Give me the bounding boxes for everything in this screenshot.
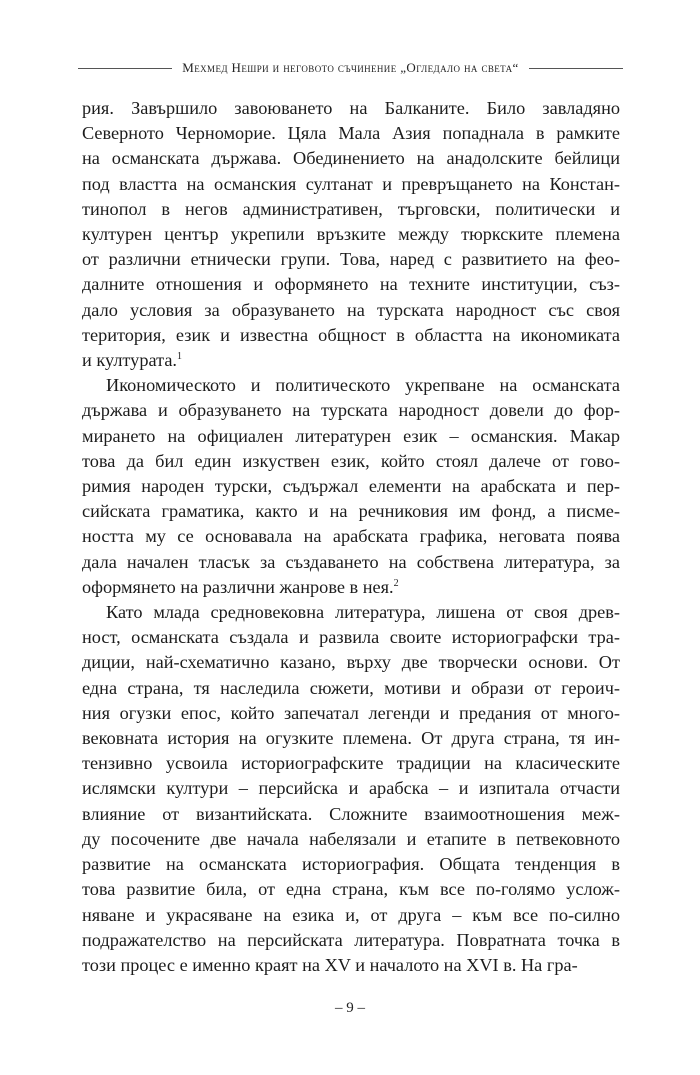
paragraph — [82, 96, 620, 373]
paragraph — [82, 373, 620, 600]
header-rule-right — [529, 68, 623, 69]
text-line: влияние от византийската. Сложните взаимоотношения меж- — [82, 803, 620, 824]
running-head-title: Мехмед Нешри и неговото съчинение „Огледало на света“ — [182, 60, 519, 75]
text-line: развитие на османската историография. Общата тенденция в — [82, 854, 620, 875]
text-line: ността му се основавала на арабската графика, неговата поява — [82, 526, 620, 547]
page-number: – 9 – — [335, 1000, 365, 1016]
text-line: тензивно усвоила историографските традиции на класическите — [82, 753, 620, 774]
text-line: държава и образуването на турската народност довели до фор- — [82, 400, 620, 421]
text-line: римия народен турски, съдържал елементи на арабската и пер- — [82, 476, 620, 497]
text-line: мирането на официален литературен език – османския. Макар — [82, 425, 620, 446]
text-line: на османската държава. Обединението на анадолските бейлици — [82, 148, 620, 169]
text-line: под властта на османския султанат и превръщането на Констан- — [82, 173, 620, 194]
text-line: територия, език и известна общност в областта на икономиката — [82, 324, 620, 345]
text-line: дало условия за образуването на турската народност със своя — [82, 299, 620, 320]
text-line: ду посочените две начала набелязали и етапите в петвековното — [82, 828, 620, 849]
footnote-marker[interactable]: 1 — [177, 350, 183, 362]
text-line: Като млада средновековна литература, лишена от своя древ- — [106, 602, 620, 623]
running-head — [78, 60, 623, 76]
text-line: културен център укрепили връзките между тюркските племена — [82, 224, 620, 245]
text-line: оформянето на различни жанрове в нея.$^2$ — [82, 576, 399, 597]
header-rule-left — [78, 68, 172, 69]
paragraph — [82, 600, 620, 978]
text-line: рия. Завършило завоюването на Балканите. Било завладяно — [82, 98, 620, 118]
text-line: и културата.$^1$ — [82, 350, 183, 371]
text-line: това развитие била, от една страна, към все по-голямо услож- — [82, 879, 620, 900]
text-line: подражателство на персийската литература. Повратната точка в — [82, 929, 620, 950]
text-line: дала начален тласък за създаването на собствена литература, за — [82, 551, 620, 572]
text-line: ислямски култури – персийска и арабска – и изпитала отчасти — [82, 778, 620, 799]
text-line: тинопол в негов административен, търговски, политически и — [82, 198, 620, 219]
text-line: от различни етнически групи. Това, наред с развитието на фео- — [82, 249, 620, 270]
text-line: Северното Черноморие. Цяла Мала Азия попаднала в рамките — [82, 123, 620, 144]
text-line: вековната история на огузките племена. От друга страна, тя ин- — [82, 728, 620, 749]
text-line: диции, най-схематично казано, върху две творчески основи. От — [82, 652, 620, 673]
text-line: това да бил един изкуствен език, който стоял далече от гово- — [82, 450, 620, 471]
text-line: сийската граматика, както и на речниковия им фонд, а писме- — [82, 501, 620, 522]
text-line: ност, османската създала и развила своите историографски тра- — [82, 627, 620, 648]
text-line: няване и украсяване на езика и, от друга – към все по-силно — [82, 904, 620, 925]
text-line: далните отношения и оформянето на техните институции, съз- — [82, 274, 620, 295]
text-line: този процес е именно краят на XV и началото на XVI в. На гра- — [82, 954, 578, 975]
text-line: ния огузки епос, който запечатал легенди и предания от много- — [82, 702, 620, 723]
text-line: една страна, тя наследила сюжети, мотиви и образи от героич- — [82, 677, 620, 698]
footnote-marker[interactable]: 2 — [393, 577, 399, 589]
body-text — [82, 96, 620, 978]
text-line: Икономическото и политическото укрепване на османската — [106, 375, 620, 396]
